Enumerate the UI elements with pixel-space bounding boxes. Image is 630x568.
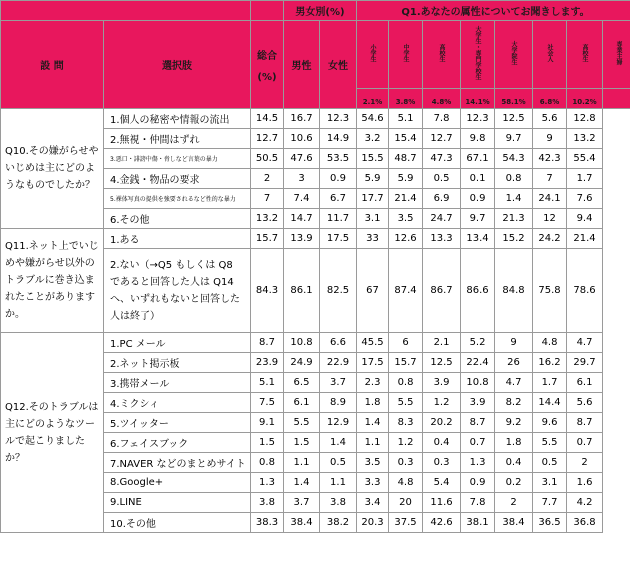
value-cell: 12 (533, 209, 567, 229)
value-cell: 0.9 (461, 473, 495, 493)
total-label: 総合 (257, 50, 277, 62)
value-cell: 0.4 (423, 433, 461, 453)
value-cell: 50.5 (251, 149, 284, 169)
attribute-label: 大学院生 (510, 41, 518, 65)
value-cell: 2.1 (423, 333, 461, 353)
value-cell: 6.9 (423, 189, 461, 209)
value-cell: 54.6 (357, 109, 389, 129)
attribute-column-header (533, 21, 567, 89)
value-cell: 5.5 (389, 393, 423, 413)
value-cell: 1.7 (533, 373, 567, 393)
value-cell: 3.5 (389, 209, 423, 229)
option-label: 4.ミクシィ (104, 393, 251, 413)
question-text: Q12.そのトラブルは主にどのようなツールで起こりましたか？ (1, 333, 104, 533)
attribute-percent: 10.2% (567, 89, 603, 109)
value-cell: 4.8 (533, 333, 567, 353)
value-cell: 29.7 (567, 353, 603, 373)
attribute-column-header (603, 21, 630, 89)
value-cell: 22.9 (320, 353, 357, 373)
value-cell: 1.8 (495, 433, 533, 453)
value-cell: 13.2 (251, 209, 284, 229)
value-cell: 1.6 (567, 473, 603, 493)
value-cell: 15.7 (389, 353, 423, 373)
value-cell: 47.3 (423, 149, 461, 169)
value-cell: 7 (251, 189, 284, 209)
value-cell: 14.5 (251, 109, 284, 129)
attribute-percent: 4.8% (423, 89, 461, 109)
value-cell: 6.1 (284, 393, 320, 413)
value-cell: 14.4 (533, 393, 567, 413)
value-cell: 47.6 (284, 149, 320, 169)
value-cell: 0.3 (423, 453, 461, 473)
value-cell: 15.7 (251, 229, 284, 249)
value-cell: 13.2 (567, 129, 603, 149)
value-cell: 21.3 (495, 209, 533, 229)
value-cell: 2 (251, 169, 284, 189)
value-cell: 16.2 (533, 353, 567, 373)
value-cell: 7 (533, 169, 567, 189)
value-cell: 2 (567, 453, 603, 473)
value-cell: 1.4 (495, 189, 533, 209)
value-cell: 11.6 (423, 493, 461, 513)
value-cell: 14.7 (284, 209, 320, 229)
option-label: 6.フェイスブック (104, 433, 251, 453)
value-cell: 6 (389, 333, 423, 353)
value-cell: 5.1 (389, 109, 423, 129)
value-cell: 84.3 (251, 249, 284, 333)
value-cell: 7.6 (567, 189, 603, 209)
value-cell: 17.7 (357, 189, 389, 209)
value-cell: 1.3 (251, 473, 284, 493)
value-cell: 14.9 (320, 129, 357, 149)
option-label: 5.裸体写真の提供を強要されるなど性的な暴力 (104, 189, 251, 209)
value-cell: 5.6 (533, 109, 567, 129)
value-cell: 7.5 (251, 393, 284, 413)
value-cell: 86.1 (284, 249, 320, 333)
option-label: 9.LINE (104, 493, 251, 513)
value-cell: 5.1 (251, 373, 284, 393)
value-cell: 38.4 (284, 513, 320, 533)
option-label: 2.ネット掲示板 (104, 353, 251, 373)
attribute-column-header (495, 21, 533, 89)
value-cell: 7.4 (284, 189, 320, 209)
value-cell: 54.3 (495, 149, 533, 169)
question-column-header: 設 問 (1, 21, 104, 109)
attribute-column-header (423, 21, 461, 89)
option-label: 4.金銭・物品の要求 (104, 169, 251, 189)
value-cell: 16.7 (284, 109, 320, 129)
value-cell: 38.3 (251, 513, 284, 533)
value-cell: 4.8 (389, 473, 423, 493)
attribute-label: 専業主婦 (615, 41, 623, 65)
value-cell: 4.2 (567, 493, 603, 513)
value-cell: 3.9 (461, 393, 495, 413)
value-cell: 3.1 (357, 209, 389, 229)
value-cell: 2.3 (357, 373, 389, 393)
option-label: 3.携帯メール (104, 373, 251, 393)
value-cell: 38.4 (495, 513, 533, 533)
value-cell: 8.7 (251, 333, 284, 353)
value-cell: 21.4 (567, 229, 603, 249)
option-label: 1.ある (104, 229, 251, 249)
value-cell: 0.5 (533, 453, 567, 473)
value-cell: 45.5 (357, 333, 389, 353)
value-cell: 10.6 (284, 129, 320, 149)
value-cell: 12.8 (567, 109, 603, 129)
value-cell: 8.3 (389, 413, 423, 433)
value-cell: 42.3 (533, 149, 567, 169)
value-cell: 3.5 (357, 453, 389, 473)
value-cell: 1.5 (251, 433, 284, 453)
attribute-group-header: Q1.あなたの属性についてお聞きします。 (357, 1, 630, 21)
value-cell: 82.5 (320, 249, 357, 333)
value-cell: 78.6 (567, 249, 603, 333)
value-cell: 17.5 (357, 353, 389, 373)
value-cell: 26 (495, 353, 533, 373)
value-cell: 9.7 (495, 129, 533, 149)
value-cell: 24.1 (533, 189, 567, 209)
attribute-column-header (461, 21, 495, 89)
value-cell: 0.4 (495, 453, 533, 473)
value-cell: 20.3 (357, 513, 389, 533)
value-cell: 1.5 (284, 433, 320, 453)
value-cell: 1.1 (357, 433, 389, 453)
attribute-column-header (389, 21, 423, 89)
question-text: Q10.その嫌がらせやいじめは主にどのようなものでしたか？ (1, 109, 104, 229)
value-cell: 9.4 (567, 209, 603, 229)
value-cell: 11.7 (320, 209, 357, 229)
value-cell: 84.8 (495, 249, 533, 333)
value-cell: 9 (495, 333, 533, 353)
value-cell: 12.7 (251, 129, 284, 149)
value-cell: 87.4 (389, 249, 423, 333)
value-cell: 12.5 (423, 353, 461, 373)
value-cell: 12.3 (320, 109, 357, 129)
value-cell: 7.8 (423, 109, 461, 129)
value-cell: 24.9 (284, 353, 320, 373)
value-cell: 8.7 (567, 413, 603, 433)
attribute-column-header (357, 21, 389, 89)
value-cell: 9 (533, 129, 567, 149)
value-cell: 5.2 (461, 333, 495, 353)
value-cell: 12.6 (389, 229, 423, 249)
value-cell: 67 (357, 249, 389, 333)
value-cell: 7.8 (461, 493, 495, 513)
value-cell: 12.7 (423, 129, 461, 149)
total-unit: (%) (257, 71, 277, 83)
value-cell: 0.1 (461, 169, 495, 189)
value-cell: 24.7 (423, 209, 461, 229)
value-cell: 7.7 (533, 493, 567, 513)
option-label: 2.無視・仲間はずれ (104, 129, 251, 149)
table-row (1, 109, 630, 129)
option-label: 3.悪口・誹謗中傷・脅しなど言葉の暴力 (104, 149, 251, 169)
value-cell: 1.1 (284, 453, 320, 473)
value-cell: 0.8 (389, 373, 423, 393)
value-cell: 42.6 (423, 513, 461, 533)
value-cell: 37.5 (389, 513, 423, 533)
option-label: 5.ツイッター (104, 413, 251, 433)
value-cell: 5.4 (423, 473, 461, 493)
value-cell: 22.4 (461, 353, 495, 373)
female-column-header: 女性 (320, 21, 357, 109)
option-label: 10.その他 (104, 513, 251, 533)
option-label: 7.NAVER などのまとめサイト (104, 453, 251, 473)
value-cell: 3.1 (533, 473, 567, 493)
value-cell: 5.5 (533, 433, 567, 453)
value-cell: 0.2 (495, 473, 533, 493)
value-cell: 1.8 (357, 393, 389, 413)
question-text: Q11.ネット上でいじめや嫌がらせ以外のトラブルに巻き込まれたことがありますか。 (1, 229, 104, 333)
value-cell: 20.2 (423, 413, 461, 433)
value-cell: 67.1 (461, 149, 495, 169)
attribute-label: 中学生 (402, 44, 410, 62)
value-cell: 13.3 (423, 229, 461, 249)
value-cell: 8.2 (495, 393, 533, 413)
attribute-percent: 2.1% (357, 89, 389, 109)
value-cell: 0.8 (251, 453, 284, 473)
value-cell: 9.7 (461, 209, 495, 229)
value-cell: 48.7 (389, 149, 423, 169)
value-cell: 12.5 (495, 109, 533, 129)
value-cell: 3.8 (320, 493, 357, 513)
value-cell: 1.4 (320, 433, 357, 453)
value-cell: 55.4 (567, 149, 603, 169)
value-cell: 1.4 (284, 473, 320, 493)
value-cell: 86.6 (461, 249, 495, 333)
value-cell: 0.5 (423, 169, 461, 189)
attribute-label: 高校生 (581, 44, 589, 62)
option-label: 1.PC メール (104, 333, 251, 353)
value-cell: 9.8 (461, 129, 495, 149)
option-column-header: 選択肢 (104, 21, 251, 109)
value-cell: 13.9 (284, 229, 320, 249)
value-cell: 33 (357, 229, 389, 249)
attribute-label: 大学生・専門学校生 (474, 26, 482, 80)
value-cell: 12.3 (461, 109, 495, 129)
value-cell: 0.8 (495, 169, 533, 189)
value-cell: 75.8 (533, 249, 567, 333)
value-cell: 1.3 (461, 453, 495, 473)
value-cell: 3 (284, 169, 320, 189)
value-cell: 36.5 (533, 513, 567, 533)
value-cell: 8.9 (320, 393, 357, 413)
value-cell: 10.8 (461, 373, 495, 393)
value-cell: 6.1 (567, 373, 603, 393)
value-cell: 53.5 (320, 149, 357, 169)
value-cell: 13.4 (461, 229, 495, 249)
value-cell: 6.7 (320, 189, 357, 209)
gender-group-header: 男女別(%) (284, 1, 357, 21)
value-cell: 1.1 (320, 473, 357, 493)
value-cell: 3.9 (423, 373, 461, 393)
value-cell: 1.2 (423, 393, 461, 413)
value-cell: 1.2 (389, 433, 423, 453)
value-cell: 9.1 (251, 413, 284, 433)
value-cell: 9.6 (533, 413, 567, 433)
table-row (1, 333, 630, 353)
attribute-label: 社会人 (546, 44, 554, 62)
value-cell: 38.1 (461, 513, 495, 533)
value-cell: 6.5 (284, 373, 320, 393)
option-label: 1.個人の秘密や情報の流出 (104, 109, 251, 129)
value-cell: 0.9 (320, 169, 357, 189)
value-cell: 23.9 (251, 353, 284, 373)
attribute-percent (603, 89, 630, 109)
value-cell: 17.5 (320, 229, 357, 249)
value-cell: 6.6 (320, 333, 357, 353)
value-cell: 3.4 (357, 493, 389, 513)
attribute-label: 小学生 (369, 44, 377, 62)
attribute-label: 高校生 (438, 44, 446, 62)
value-cell: 5.9 (389, 169, 423, 189)
value-cell: 36.8 (567, 513, 603, 533)
value-cell: 0.5 (320, 453, 357, 473)
value-cell: 38.2 (320, 513, 357, 533)
value-cell: 8.7 (461, 413, 495, 433)
attribute-percent: 14.1% (461, 89, 495, 109)
option-label: 2.ない（→Q5 もしくは Q8 であると回答した人は Q14 へ、いずれもないと回答した人は終了） (104, 249, 251, 333)
value-cell: 4.7 (567, 333, 603, 353)
value-cell: 0.7 (461, 433, 495, 453)
attribute-percent: 58.1% (495, 89, 533, 109)
value-cell: 21.4 (389, 189, 423, 209)
option-label: 8.Google+ (104, 473, 251, 493)
value-cell: 15.4 (389, 129, 423, 149)
value-cell: 3.7 (320, 373, 357, 393)
value-cell: 0.7 (567, 433, 603, 453)
value-cell: 4.7 (495, 373, 533, 393)
total-column-header (251, 21, 284, 109)
option-label: 6.その他 (104, 209, 251, 229)
value-cell: 0.9 (461, 189, 495, 209)
value-cell: 1.7 (567, 169, 603, 189)
table-row (1, 229, 630, 249)
value-cell: 24.2 (533, 229, 567, 249)
value-cell: 1.4 (357, 413, 389, 433)
value-cell: 10.8 (284, 333, 320, 353)
attribute-column-header (567, 21, 603, 89)
value-cell: 5.6 (567, 393, 603, 413)
value-cell: 5.5 (284, 413, 320, 433)
value-cell: 3.8 (251, 493, 284, 513)
value-cell: 3.7 (284, 493, 320, 513)
value-cell: 3.2 (357, 129, 389, 149)
value-cell: 9.2 (495, 413, 533, 433)
value-cell: 2 (495, 493, 533, 513)
male-column-header: 男性 (284, 21, 320, 109)
value-cell: 0.3 (389, 453, 423, 473)
value-cell: 20 (389, 493, 423, 513)
value-cell: 15.2 (495, 229, 533, 249)
value-cell: 86.7 (423, 249, 461, 333)
faded-caption (1, 1, 251, 21)
value-cell: 5.9 (357, 169, 389, 189)
attribute-percent: 3.8% (389, 89, 423, 109)
value-cell: 12.9 (320, 413, 357, 433)
attribute-percent: 6.8% (533, 89, 567, 109)
value-cell: 3.3 (357, 473, 389, 493)
value-cell: 15.5 (357, 149, 389, 169)
